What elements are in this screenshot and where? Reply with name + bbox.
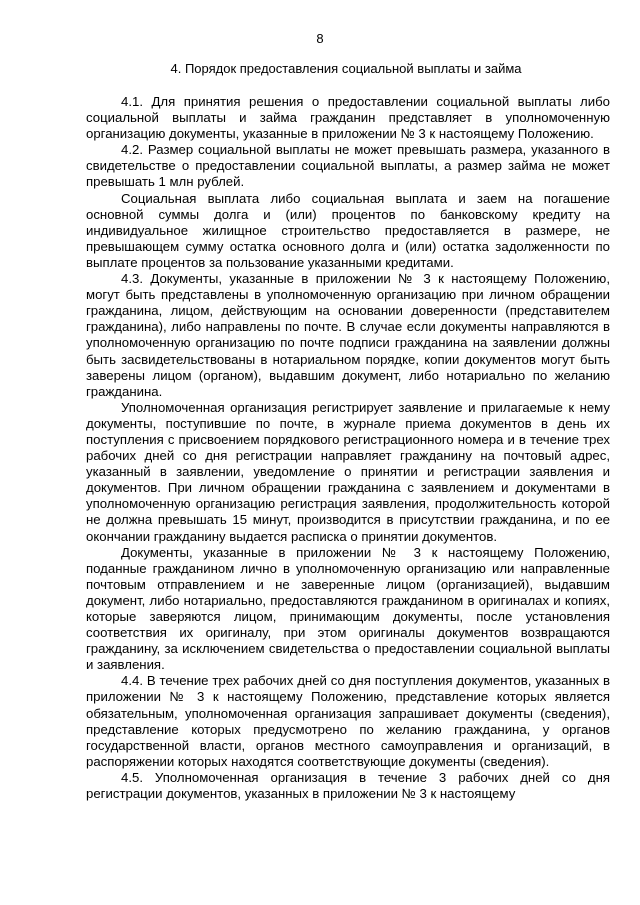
page-number: 8: [316, 31, 324, 46]
paragraph-4-5: 4.5. Уполномоченная организация в течение 3 рабочих дней со дня регистрации документов, указанных в приложении № 3 к настоящему: [86, 769, 610, 802]
paragraph-4-4: 4.4. В течение трех рабочих дней со дня поступления документов, указанных в приложении № 3 к настоящему Положению, представление которых является обязательным, уполномоченная организация запрашивает документы (сведения), представление которых предусмотрено по желанию гражданина, у органов государственной власти, органов местного самоуправления и организаций, в распоряжении которых находятся соответствующие документы (сведения).: [86, 673, 610, 769]
paragraph-documents-originals: Документы, указанные в приложении № 3 к настоящему Положению, поданные гражданином лично в уполномоченную организацию или направленные почтовым отправлением и не заверенные лицом (организацией), выдавшим документ, либо нотариально, предоставляются гражданином в оригиналах и копиях, которые заверяются лицом, принимающим документы, после установления соответствия их оригиналу, при этом оригиналы документов возвращаются гражданину, за исключением свидетельства о предоставлении социальной выплаты и заявления.: [86, 544, 610, 673]
paragraph-social-payment-credit: Социальная выплата либо социальная выплата и заем на погашение основной суммы долга и (или) процентов по банковскому кредиту на индивидуальное жилищное строительство предоставляется в размере, не превышающем сумму остатка основного долга и (или) остатка задолженности по выплате процентов за пользование указанными кредитами.: [86, 190, 610, 270]
section-title: 4. Порядок предоставления социальной выплаты и займа: [170, 61, 522, 76]
paragraph-4-1: 4.1. Для принятия решения о предоставлении социальной выплаты либо социальной выплаты и займа гражданин представляет в уполномоченную организацию документы, указанные в приложении № 3 к настоящему Положению.: [86, 94, 610, 142]
paragraph-registration: Уполномоченная организация регистрирует заявление и прилагаемые к нему документы, поступившие по почте, в журнале приема документов в день их поступления с присвоением порядкового регистрационного номера и в течение трех рабочих дней со дня регистрации направляет гражданину на почтовый адрес, указанный в заявлении, уведомление о принятии и регистрации заявления и документов. При личном обращении гражданина с заявлением и документами в уполномоченную организацию регистрация заявления, продолжительность которой не должна превышать 15 минут, производится в присутствии гражданина, и по ее окончании гражданину выдается расписка о принятии документов.: [86, 399, 610, 544]
paragraph-4-3: 4.3. Документы, указанные в приложении № 3 к настоящему Положению, могут быть представлены в уполномоченную организацию при личном обращении гражданина, лицом, действующим на основании доверенности (представителем гражданина), либо направлены по почте. В случае если документы направляются в уполномоченную организацию по почте подписи гражданина на заявлении должны быть засвидетельствованы в нотариальном порядке, копии документов могут быть заверены лицом (органом), выдавшим документ, либо нотариально по желанию гражданина.: [86, 271, 610, 399]
document-body: [86, 94, 610, 802]
paragraph-4-2: 4.2. Размер социальной выплаты не может превышать размера, указанного в свидетельстве о предоставлении социальной выплаты, а размер займа не может превышать 1 млн рублей.: [86, 142, 610, 190]
